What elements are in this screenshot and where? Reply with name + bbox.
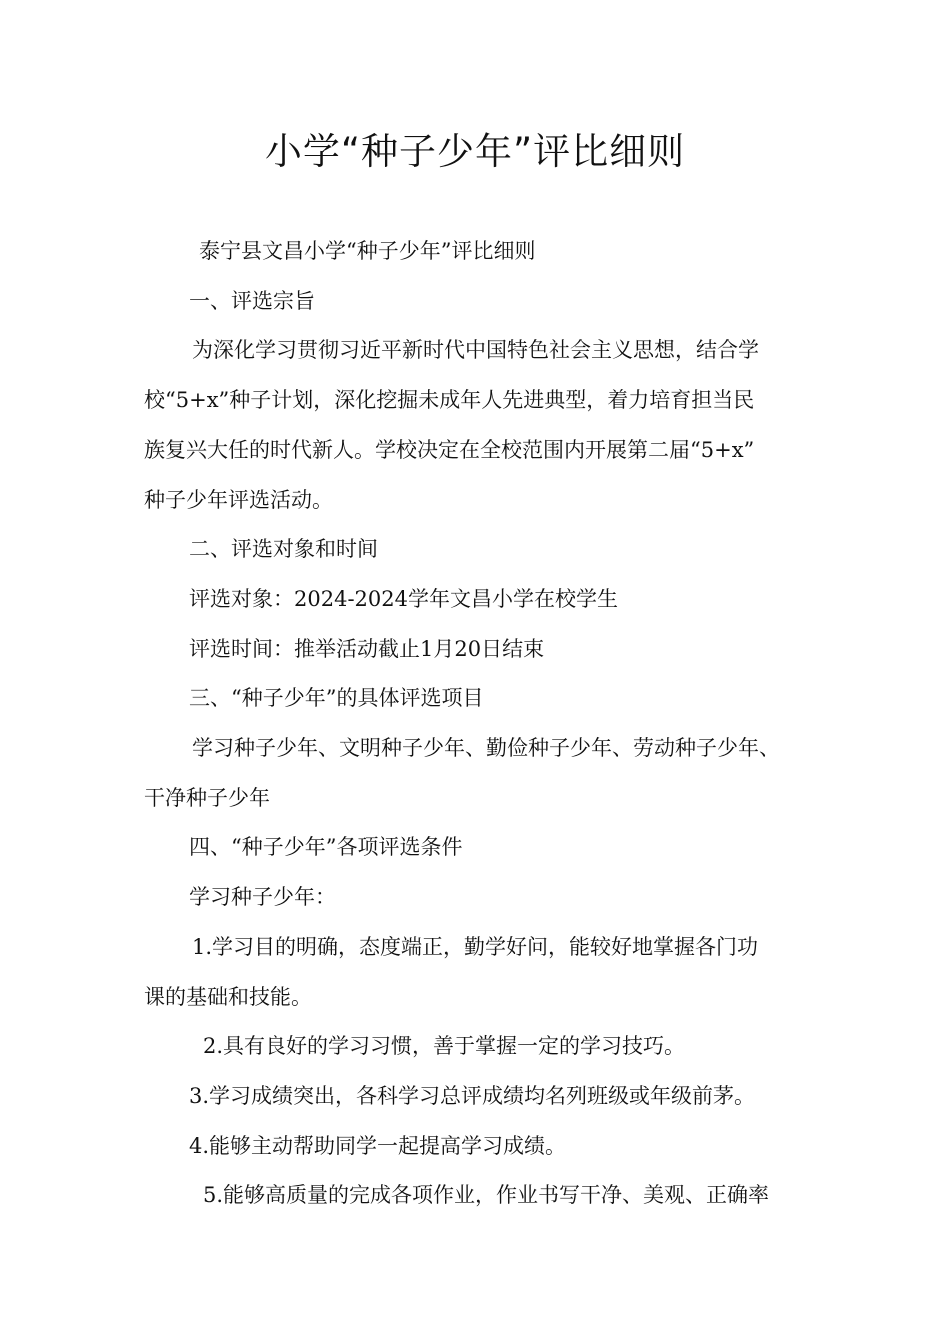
subtitle-line: 泰宁县文昌小学“种子少年”评比细则 xyxy=(199,239,536,263)
paragraph-line: 评选对象：2024-2024学年文昌小学在校学生 xyxy=(189,586,618,611)
section-heading-3: 三、“种子少年”的具体评选项目 xyxy=(189,686,484,711)
list-item: 2.具有良好的学习习惯，善于掌握一定的学习技巧。 xyxy=(203,1034,686,1059)
section-heading-4: 四、“种子少年”各项评选条件 xyxy=(189,835,463,860)
document-title: 小学“种子少年”评比细则 xyxy=(264,130,686,173)
paragraph-line: 种子少年评选活动。 xyxy=(144,487,333,512)
paragraph-line: 干净种子少年 xyxy=(144,785,270,810)
paragraph-line: 校“5+x”种子计划，深化挖掘未成年人先进典型，着力培育担当民 xyxy=(144,388,755,413)
section-heading-1: 一、评选宗旨 xyxy=(189,288,315,313)
paragraph-line: 学习种子少年、文明种子少年、勤俭种子少年、劳动种子少年、 xyxy=(192,736,780,761)
paragraph-line: 评选时间：推举活动截止1月20日结束 xyxy=(189,636,545,661)
list-item: 5.能够高质量的完成各项作业，作业书写干净、美观、正确率 xyxy=(203,1183,770,1208)
list-item: 1.学习目的明确，态度端正，勤学好问，能较好地掌握各门功 xyxy=(192,934,759,959)
section-heading-2: 二、评选对象和时间 xyxy=(189,537,378,562)
list-item: 3.学习成绩突出，各科学习总评成绩均名列班级或年级前茅。 xyxy=(189,1083,756,1108)
document-body xyxy=(144,227,824,1221)
paragraph-line: 为深化学习贯彻习近平新时代中国特色社会主义思想，结合学 xyxy=(192,338,759,363)
list-item-continuation: 课的基础和技能。 xyxy=(144,984,312,1009)
list-item: 4.能够主动帮助同学一起提高学习成绩。 xyxy=(189,1133,567,1158)
paragraph-line: 学习种子少年： xyxy=(189,885,336,910)
paragraph-line: 族复兴大任的时代新人。学校决定在全校范围内开展第二届“5+x” xyxy=(144,437,755,462)
